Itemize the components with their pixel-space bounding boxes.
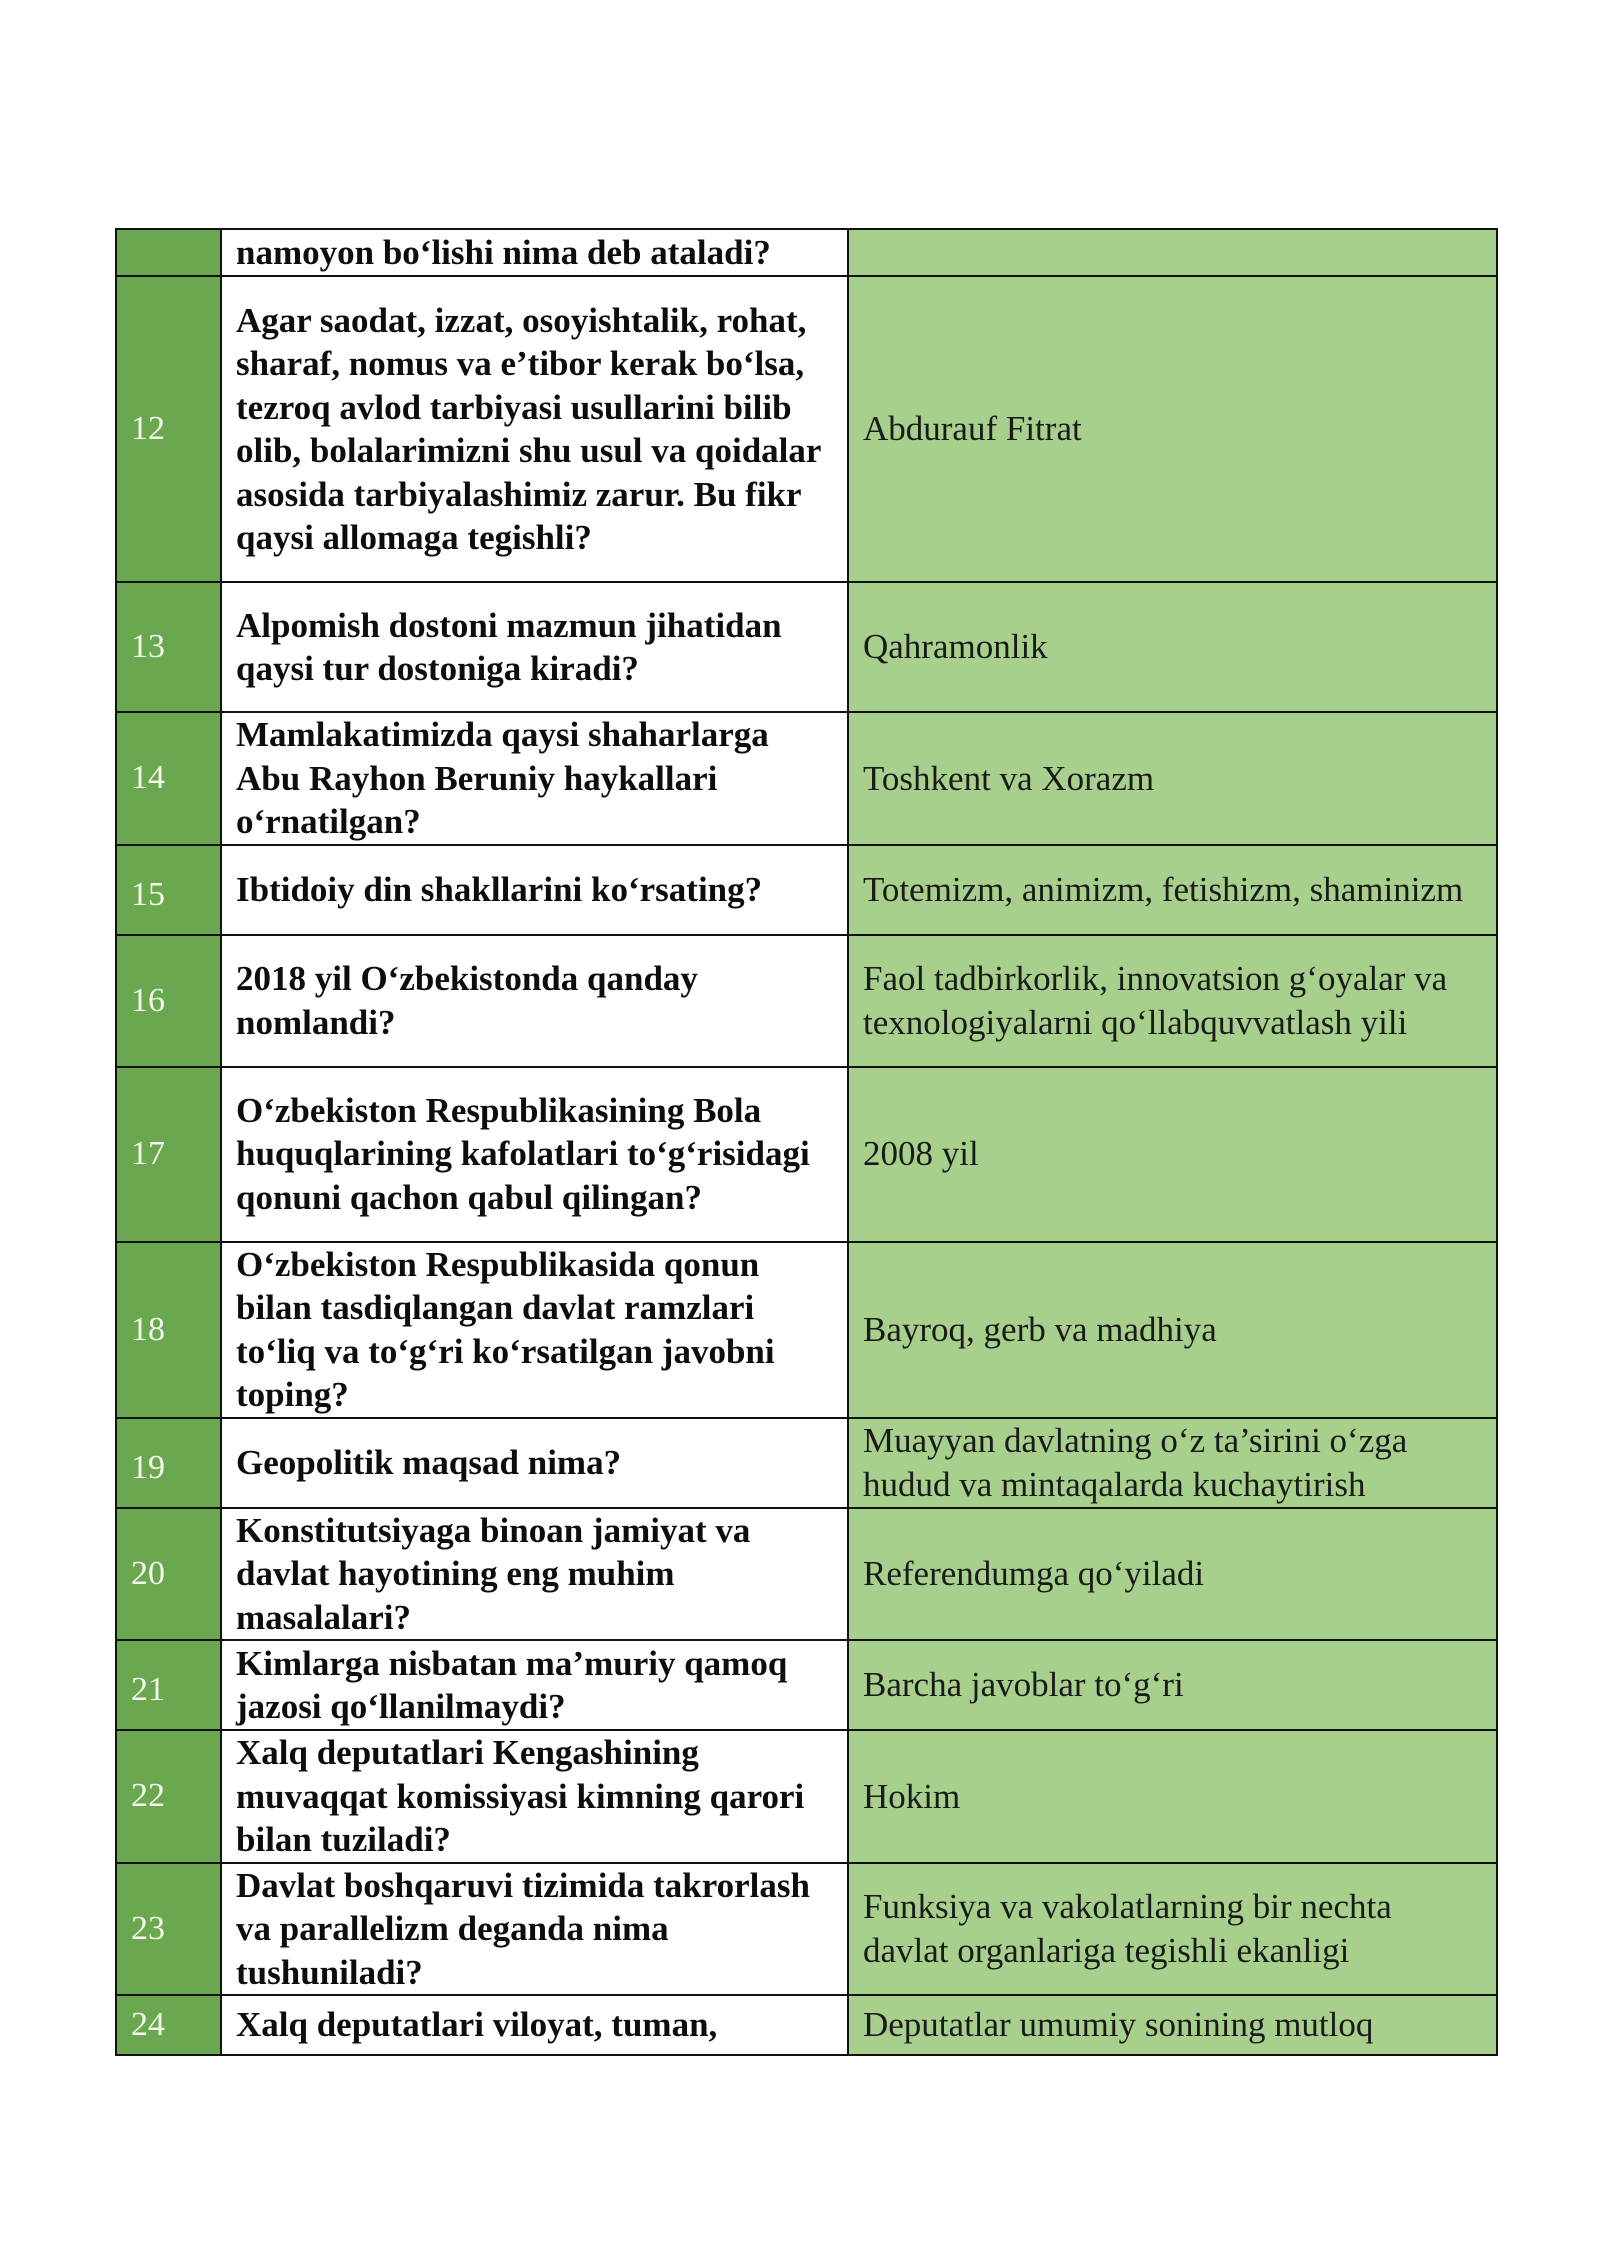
answer-cell <box>848 1508 1497 1641</box>
question-text: namoyon bo‘lishi nima deb ataladi? <box>236 232 771 272</box>
row-number-cell <box>116 276 221 582</box>
table-row <box>116 1242 1497 1418</box>
answer-cell <box>848 845 1497 935</box>
answer-cell <box>848 1242 1497 1418</box>
table-row <box>116 935 1497 1067</box>
row-number-cell <box>116 845 221 935</box>
row-number-cell <box>116 1863 221 1996</box>
row-number-cell <box>116 1242 221 1418</box>
question-cell <box>221 229 848 276</box>
question-text: 2018 yil O‘zbekistonda qanday nomlandi? <box>236 959 698 1042</box>
question-cell <box>221 1995 848 2055</box>
answer-cell <box>848 1418 1497 1508</box>
answer-text: Faol tadbirkorlik, innovatsion g‘oyalar va texnologiyalarni qo‘llabquvvatlash yili <box>863 959 1448 1042</box>
question-cell <box>221 1730 848 1863</box>
row-number-cell <box>116 1508 221 1641</box>
answer-text: Totemizm, animizm, fetishizm, shaminizm <box>863 869 1464 909</box>
row-number: 21 <box>131 1671 165 1708</box>
question-cell <box>221 1418 848 1508</box>
table-row <box>116 276 1497 582</box>
question-text: Mamlakatimizda qaysi shaharlarga Abu Rayhon Beruniy haykallari o‘rnatilgan? <box>236 715 769 841</box>
question-text: Geopolitik maqsad nima? <box>236 1442 622 1482</box>
table-row <box>116 1508 1497 1641</box>
answer-text: Bayroq, gerb va madhiya <box>863 1309 1217 1349</box>
answer-cell <box>848 1067 1497 1242</box>
qa-table <box>115 228 1498 2056</box>
question-cell <box>221 1242 848 1418</box>
answer-text: Funksiya va vakolatlarning bir nechta davlat organlariga tegishli ekanligi <box>863 1887 1392 1970</box>
row-number: 12 <box>131 410 165 447</box>
row-number-cell <box>116 1730 221 1863</box>
table-row <box>116 1995 1497 2055</box>
answer-text: Toshkent va Xorazm <box>863 758 1155 798</box>
row-number: 16 <box>131 981 165 1019</box>
question-text: Xalq deputatlari viloyat, tuman, <box>236 2005 718 2045</box>
table-row <box>116 229 1497 276</box>
answer-text: Barcha javoblar to‘g‘ri <box>863 1665 1184 1705</box>
answer-text: Deputatlar umumiy sonining mutloq <box>863 2005 1374 2045</box>
table-row <box>116 1640 1497 1730</box>
question-cell <box>221 1508 848 1641</box>
question-cell <box>221 845 848 935</box>
answer-cell <box>848 1640 1497 1730</box>
answer-cell <box>848 1995 1497 2055</box>
row-number-cell <box>116 1067 221 1242</box>
answer-cell <box>848 935 1497 1067</box>
question-text: Davlat boshqaruvi tizimida takrorlash va parallelizm deganda nima tushuniladi? <box>236 1865 810 1992</box>
row-number: 20 <box>131 1554 165 1592</box>
question-text: Ibtidoiy din shakllarini ko‘rsating? <box>236 869 763 909</box>
row-number: 18 <box>131 1310 165 1348</box>
row-number: 17 <box>131 1135 165 1172</box>
table-row <box>116 1863 1497 1996</box>
table-row <box>116 845 1497 935</box>
row-number-cell <box>116 1995 221 2055</box>
answer-cell <box>848 276 1497 582</box>
row-number-cell <box>116 229 221 276</box>
table-row <box>116 1418 1497 1508</box>
answer-text: Abdurauf Fitrat <box>863 409 1082 449</box>
question-cell <box>221 276 848 582</box>
question-cell <box>221 582 848 712</box>
question-cell <box>221 1067 848 1242</box>
question-text: Konstitutsiyaga binoan jamiyat va davlat hayotining eng muhim masalalari? <box>236 1510 751 1637</box>
row-number: 14 <box>131 759 165 797</box>
table-row <box>116 712 1497 845</box>
answer-cell <box>848 712 1497 845</box>
row-number-cell <box>116 712 221 845</box>
question-text: O‘zbekiston Respublikasining Bola huquqlarining kafolatlari to‘g‘risidagi qonuni qachon qabul qilingan? <box>236 1090 810 1217</box>
answer-cell <box>848 229 1497 276</box>
answer-cell <box>848 1863 1497 1996</box>
question-text: Alpomish dostoni mazmun jihatidan qaysi tur dostoniga kiradi? <box>236 605 782 688</box>
question-cell <box>221 935 848 1067</box>
table-row <box>116 1067 1497 1242</box>
answer-cell <box>848 1730 1497 1863</box>
question-text: Xalq deputatlari Kengashining muvaqqat komissiyasi kimning qarori bilan tuziladi? <box>236 1733 805 1859</box>
row-number-cell <box>116 582 221 712</box>
answer-text: Muayyan davlatning o‘z ta’sirini o‘zga hudud va mintaqalarda kuchaytirish <box>863 1421 1408 1504</box>
row-number: 24 <box>131 2006 165 2043</box>
row-number-cell <box>116 935 221 1067</box>
answer-text: Referendumga qo‘yiladi <box>863 1554 1205 1593</box>
question-text: O‘zbekiston Respublikasida qonun bilan tasdiqlangan davlat ramzlari to‘liq va to‘g‘ri ko‘rsatilgan javobni toping? <box>236 1244 775 1414</box>
question-cell <box>221 1863 848 1996</box>
question-text: Agar saodat, izzat, osoyishtalik, rohat, sharaf, nomus va e’tibor kerak bo‘lsa, tezroq avlod tarbiyasi usullarini bilib olib, bolalarimizni shu usul va qoidalar asosida tarbiyalashimiz zarur. Bu fikr qaysi allomaga tegishli? <box>236 300 821 557</box>
answer-text: Qahramonlik <box>863 627 1048 667</box>
question-cell <box>221 712 848 845</box>
answer-cell <box>848 582 1497 712</box>
row-number: 22 <box>131 1777 165 1815</box>
row-number: 23 <box>131 1909 165 1947</box>
row-number-cell <box>116 1640 221 1730</box>
answer-text: 2008 yil <box>863 1134 979 1174</box>
question-cell <box>221 1640 848 1730</box>
row-number-cell <box>116 1418 221 1508</box>
answer-text: Hokim <box>863 1776 961 1816</box>
row-number: 13 <box>131 628 165 665</box>
table-row <box>116 582 1497 712</box>
table-row <box>116 1730 1497 1863</box>
row-number: 15 <box>131 875 165 913</box>
qa-table-body <box>116 229 1497 2055</box>
row-number: 19 <box>131 1448 165 1486</box>
question-text: Kimlarga nisbatan ma’muriy qamoq jazosi qo‘llanilmaydi? <box>236 1643 788 1726</box>
